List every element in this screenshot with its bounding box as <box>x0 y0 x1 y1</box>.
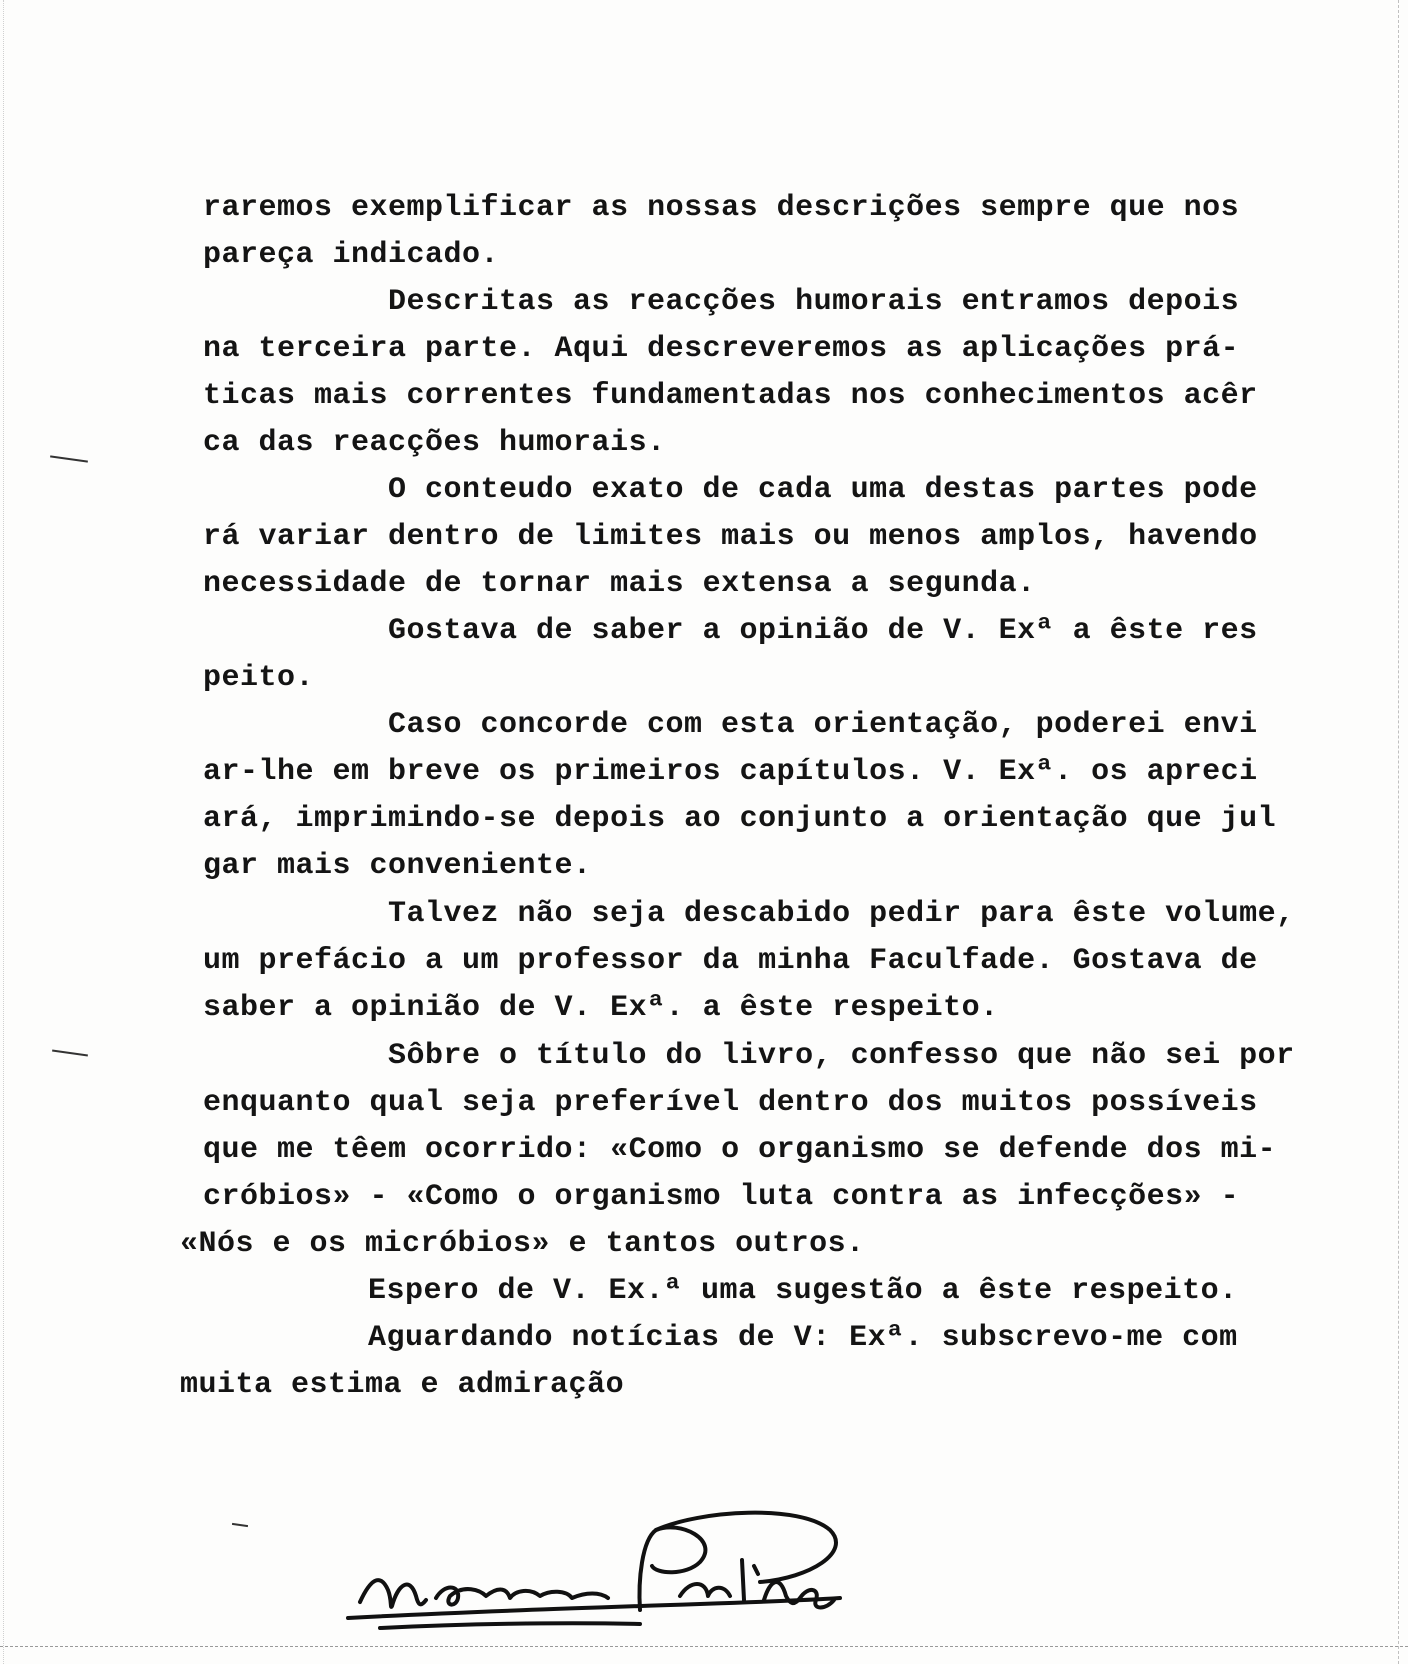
letter-line: Gostava de saber a opinião de V. Exª a êste res <box>388 614 1258 648</box>
letter-line: que me têem ocorrido: «Como o organismo se defende dos mi- <box>203 1133 1277 1167</box>
letter-line: raremos exemplificar as nossas descrições sempre que nos <box>203 191 1240 225</box>
letter-line: Sôbre o título do livro, confesso que não sei por <box>388 1039 1295 1073</box>
margin-mark-2 <box>52 1050 88 1057</box>
letter-line: ará, imprimindo-se depois ao conjunto a orientação que jul <box>203 802 1277 836</box>
letter-line: Espero de V. Ex.ª uma sugestão a êste respeito. <box>368 1274 1238 1308</box>
letter-line: cróbios» - «Como o organismo luta contra as infecções» - <box>203 1180 1240 1214</box>
right-edge-rule <box>1398 0 1399 1664</box>
letter-line: necessidade de tornar mais extensa a segunda. <box>203 567 1036 601</box>
left-edge-rule <box>3 0 4 1664</box>
letter-line: Talvez não seja descabido pedir para êste volume, <box>388 897 1295 931</box>
letter-line: pareça indicado. <box>203 238 500 272</box>
letter-line: ticas mais correntes fundamentadas nos conhecimentos acêr <box>203 379 1258 413</box>
letter-line: O conteudo exato de cada uma destas partes pode <box>388 473 1258 507</box>
letter-line: um prefácio a um professor da minha Faculfade. Gostava de <box>203 944 1258 978</box>
letter-line: Descritas as reacções humorais entramos depois <box>388 285 1240 319</box>
handwritten-signature <box>340 1500 900 1650</box>
letter-line: ar-lhe em breve os primeiros capítulos. V. Exª. os apreci <box>203 755 1258 789</box>
letter-line: Caso concorde com esta orientação, poderei envi <box>388 708 1258 742</box>
margin-mark-1 <box>50 455 88 462</box>
letter-line: peito. <box>203 661 315 695</box>
letter-line: «Nós e os micróbios» e tantos outros. <box>180 1227 865 1261</box>
margin-mark-3 <box>232 1523 248 1527</box>
bottom-edge-rule <box>0 1646 1408 1647</box>
letter-line: rá variar dentro de limites mais ou menos amplos, havendo <box>203 520 1258 554</box>
letter-line: na terceira parte. Aqui descreveremos as aplicações prá- <box>203 332 1240 366</box>
letter-line: enquanto qual seja preferível dentro dos muitos possíveis <box>203 1086 1258 1120</box>
letter-line: muita estima e admiração <box>180 1368 625 1402</box>
letter-line: gar mais conveniente. <box>203 849 592 883</box>
letter-line: Aguardando notícias de V: Exª. subscrevo-me com <box>368 1321 1238 1355</box>
letter-line: saber a opinião de V. Exª. a êste respeito. <box>203 991 999 1025</box>
letter-line: ca das reacções humorais. <box>203 426 666 460</box>
